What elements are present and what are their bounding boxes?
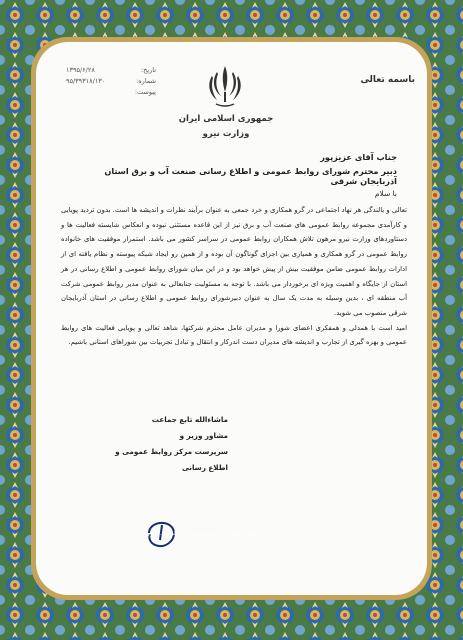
meta-number-label: شماره:	[136, 77, 156, 85]
bismillah-heading: باسمه تعالی	[360, 75, 415, 85]
signature-block	[98, 412, 228, 476]
letter-body	[61, 203, 407, 350]
meta-number-value: ۹۵/۳۹۳۱۸/۱۳۰	[66, 77, 106, 85]
ministry-title: وزارت نیرو	[202, 129, 250, 139]
meta-attachment-value	[66, 88, 122, 99]
signatory-title-1: مشاور وزیر و	[179, 431, 228, 440]
letter-paper	[36, 42, 427, 595]
meta-date-label: تاریخ:	[140, 66, 156, 74]
letter-metadata	[66, 66, 156, 99]
meta-date	[66, 66, 156, 77]
meta-attachment-label: پیوست:	[134, 88, 156, 96]
meta-date-value: ۱۳۹۵/۶/۲۸	[66, 66, 95, 74]
government-title: جمهوری اسلامی ایران	[178, 114, 274, 124]
meta-number	[66, 77, 156, 88]
body-paragraph-2: امید است با همدلی و همفکری اعضای شورا و مدیران عامل محترم شرکتها، شاهد تعالی و پویایی فعالیت های روابط عمومی و بهره گیری از تجارب و اندیشه های مدیران دست اندرکار و انتقال و تبادل تجربیات بین شوراهای استانی باشیم.	[61, 323, 407, 347]
iran-emblem-icon	[204, 62, 246, 110]
recipient-title: دبیر محترم شورای روابط عمومی و اطلاع رسانی صنعت آب و برق استان آذربایجان شرقی	[104, 166, 397, 186]
footer-address: نشانی: تهران - ... - صندوق پستی ... - تلفن: ... - دورنگار: ...	[131, 531, 259, 537]
recipient-name: جناب آقای عزیزپور	[320, 152, 397, 162]
signatory-title-2: سرپرست مرکز روابط عمومی و اطلاع رسانی	[115, 447, 228, 472]
signatory-name: ماشاءالله تابع جماعت	[151, 415, 228, 424]
meta-attachment	[66, 88, 156, 99]
greeting: با سلام	[374, 189, 397, 198]
body-paragraph-1: تعالی و بالندگی هر نهاد اجتماعی در گرو همکاری و خرد جمعی به عنوان برآیند نظرات و اندیشه ها است. بدون تردید پویایی و کارآمدی مجموعه روابط عمومی های صنعت آب و برق نیز از این قاعده مستثنی نبوده و انعکاس شایسته فعالیت ها و دستاوردهای وزارت نیرو مرهون تلاش همکاران روابط عمومی در سراسر کشور می باشد. استمرار موفقیت های خانواده روابط عمومی در گرو همکاری و همیاری بین اجزای گوناگون آن بوده و از همین رو ایجاد شبکه پیوسته و نظام یافته ای از ادارات روابط عمومی ضامن موفقیت بیش از پیش خواهد بود و در این میان شورای روابط عمومی و اطلاع رسانی در هر استان از جایگاه و اهمیت ویژه ای برخوردار می باشد. با توجه به مسئولیت جنابعالی به عنوان مدیر روابط عمومی شرکت آب منطقه ای ، بدین وسیله به مدت یک سال به عنوان دبیرشورای روابط عمومی و اطلاع رسانی در استان آذربایجان شرقی منصوب می شوید.	[61, 206, 407, 317]
